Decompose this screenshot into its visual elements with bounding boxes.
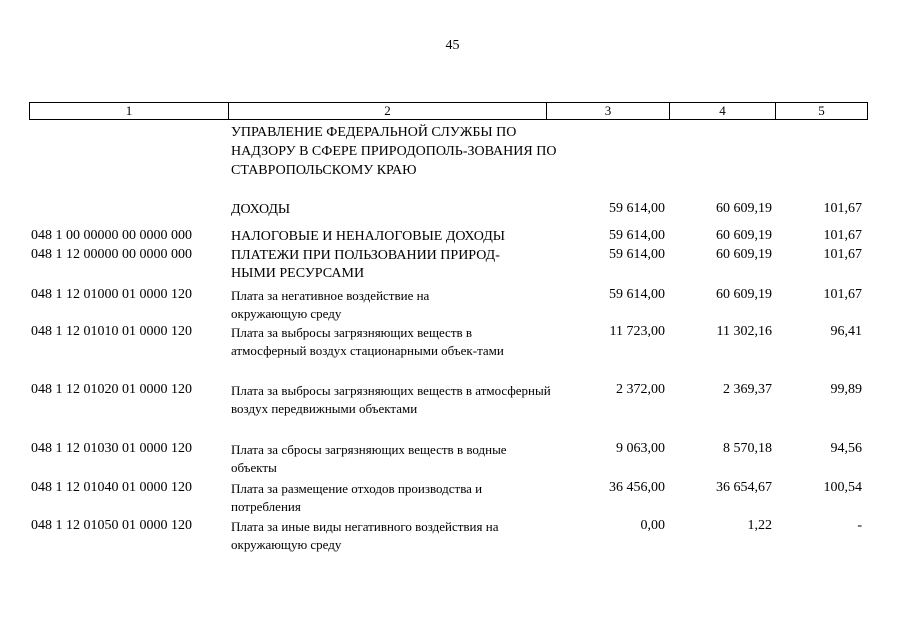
row-name: НАЛОГОВЫЕ И НЕНАЛОГОВЫЕ ДОХОДЫ: [231, 229, 505, 244]
row-percent: 101,67: [823, 287, 862, 302]
row-plan: 0,00: [640, 518, 665, 533]
row-plan: 59 614,00: [609, 247, 665, 262]
row-code: 048 1 12 01010 01 0000 120: [31, 324, 192, 339]
row-percent: 101,67: [823, 228, 862, 243]
row-percent: 101,67: [823, 247, 862, 262]
row-fact: 60 609,19: [716, 201, 772, 216]
row-name: Плата за иные виды негативного воздействия на окружающую среду: [231, 519, 499, 552]
row-name: Плата за негативное воздействие на окружающую среду: [231, 288, 430, 321]
row-plan: 59 614,00: [609, 228, 665, 243]
row-fact: 8 570,18: [723, 441, 772, 456]
column-header-4: 4: [670, 103, 776, 120]
row-fact: 36 654,67: [716, 480, 772, 495]
row-code: 048 1 12 01020 01 0000 120: [31, 382, 192, 397]
column-header-row: [30, 103, 868, 120]
row-plan: 59 614,00: [609, 287, 665, 302]
row-code: 048 1 12 01050 01 0000 120: [31, 518, 192, 533]
row-percent: -: [857, 518, 862, 533]
row-code: 048 1 12 00000 00 0000 000: [31, 247, 192, 262]
row-percent: 100,54: [823, 480, 862, 495]
column-header-table: [29, 102, 868, 120]
row-plan: 9 063,00: [616, 441, 665, 456]
row-code: 048 1 12 01030 01 0000 120: [31, 441, 192, 456]
row-plan: 36 456,00: [609, 480, 665, 495]
row-fact: 60 609,19: [716, 228, 772, 243]
row-fact: 2 369,37: [723, 382, 772, 397]
row-name: Плата за сбросы загрязняющих веществ в водные объекты: [231, 442, 507, 475]
column-header-3: 3: [547, 103, 670, 120]
row-code: 048 1 12 01040 01 0000 120: [31, 480, 192, 495]
row-name: Плата за размещение отходов производства и потребления: [231, 481, 483, 514]
row-plan: 11 723,00: [609, 324, 665, 339]
column-header-2: 2: [229, 103, 547, 120]
row-fact: 1,22: [747, 518, 772, 533]
row-percent: 101,67: [823, 201, 862, 216]
row-fact: 60 609,19: [716, 287, 772, 302]
row-name: ПЛАТЕЖИ ПРИ ПОЛЬЗОВАНИИ ПРИРОД-НЫМИ РЕСУРСАМИ: [231, 248, 500, 281]
row-name: Плата за выбросы загрязняющих веществ в атмосферный воздух стационарными объек-тами: [231, 325, 504, 358]
section-title: УПРАВЛЕНИЕ ФЕДЕРАЛЬНОЙ СЛУЖБЫ ПО НАДЗОРУ В СФЕРЕ ПРИРОДОПОЛЬ-ЗОВАНИЯ ПО СТАВРОПОЛЬСКОМУ КРАЮ: [231, 125, 557, 178]
column-header-1: 1: [30, 103, 229, 120]
row-percent: 94,56: [830, 441, 862, 456]
row-name: Плата за выбросы загрязняющих веществ в атмосферный воздух передвижными объектами: [231, 383, 551, 416]
row-fact: 11 302,16: [716, 324, 772, 339]
row-name: ДОХОДЫ: [231, 202, 291, 217]
row-fact: 60 609,19: [716, 247, 772, 262]
row-percent: 99,89: [830, 382, 862, 397]
row-plan: 59 614,00: [609, 201, 665, 216]
column-header-5: 5: [776, 103, 868, 120]
row-code: 048 1 12 01000 01 0000 120: [31, 287, 192, 302]
row-plan: 2 372,00: [616, 382, 665, 397]
row-percent: 96,41: [830, 324, 862, 339]
page-number: 45: [445, 38, 460, 53]
row-code: 048 1 00 00000 00 0000 000: [31, 228, 192, 243]
